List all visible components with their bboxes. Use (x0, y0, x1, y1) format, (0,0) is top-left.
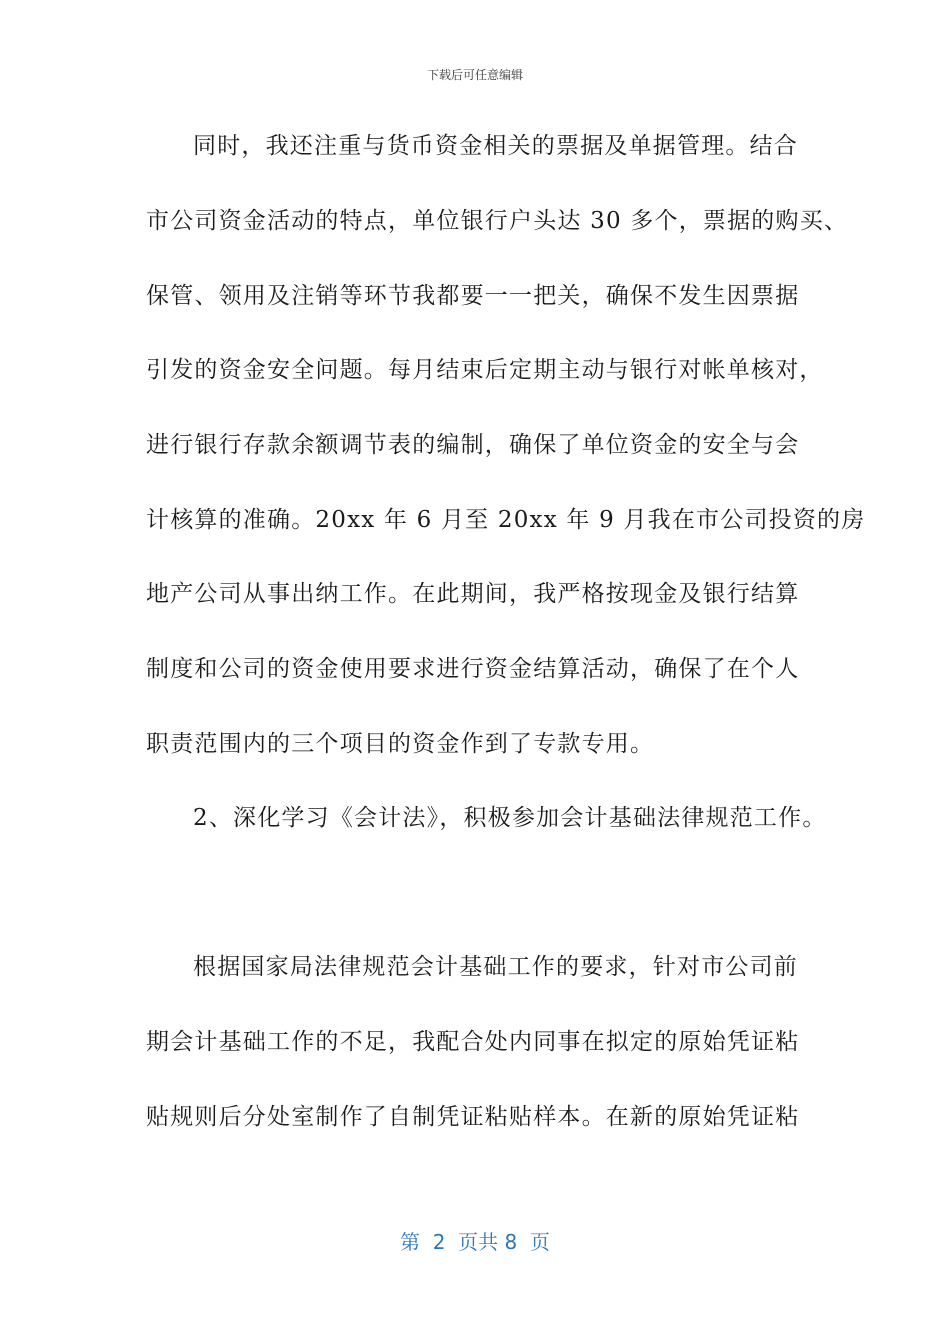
paragraph-line: 期会计基础工作的不足，我配合处内同事在拟定的原始凭证粘 (146, 1029, 800, 1055)
paragraph-line: 引发的资金安全问题。每月结束后定期主动与银行对帐单核对， (146, 357, 824, 383)
paragraph-line: 计核算的准确。20xx 年 6 月至 20xx 年 9 月我在市公司投资的房 (146, 507, 866, 533)
paragraph-line: 保管、领用及注销等环节我都要一一把关，确保不发生因票据 (146, 283, 800, 309)
paragraph-line: 同时，我还注重与货币资金相关的票据及单据管理。结合 (193, 133, 798, 159)
paragraph-line: 进行银行存款余额调节表的编制，确保了单位资金的安全与会 (146, 432, 800, 458)
paragraph-line: 职责范围内的三个项目的资金作到了专款专用。 (146, 731, 655, 757)
paragraph-line: 地产公司从事出纳工作。在此期间，我严格按现金及银行结算 (146, 581, 800, 607)
section-heading-line: 2、深化学习《会计法》，积极参加会计基础法律规范工作。 (193, 805, 827, 831)
page-header: 下载后可任意编辑 (426, 68, 523, 82)
paragraph-line: 制度和公司的资金使用要求进行资金结算活动，确保了在个人 (146, 656, 800, 682)
paragraph-line: 根据国家局法律规范会计基础工作的要求，针对市公司前 (193, 954, 798, 980)
paragraph-line: 市公司资金活动的特点，单位银行户头达 30 多个，票据的购买、 (146, 208, 849, 234)
page-number-footer: 第 2 页共 8 页 (400, 1230, 550, 1254)
paragraph-line: 贴规则后分处室制作了自制凭证粘贴样本。在新的原始凭证粘 (146, 1104, 800, 1130)
